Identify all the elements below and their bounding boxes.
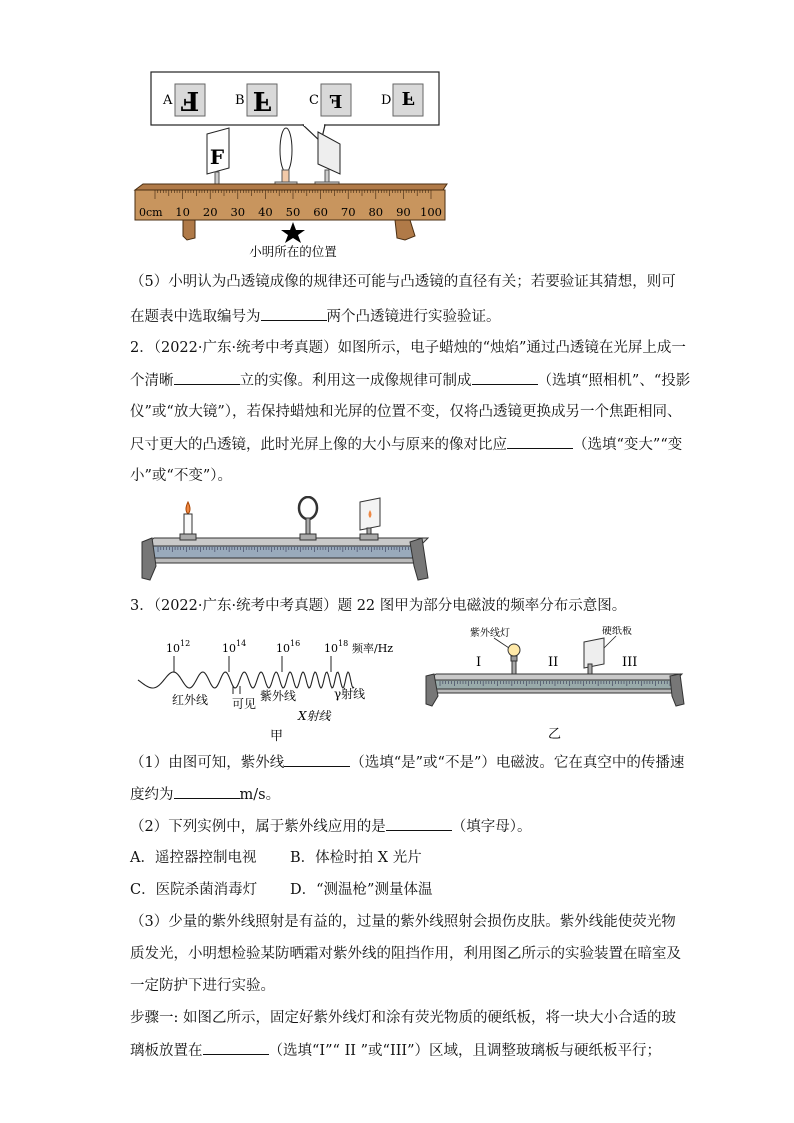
q2-line3: 仪”或“放大镜”），若保持蜡烛和光屏的位置不变，仅将凸透镜更换成另一个焦距相同、 — [130, 404, 682, 420]
freq-label-16: $10^{16}$ — [276, 639, 301, 655]
ruler-tick-label: 30 — [230, 205, 246, 219]
region-2: II — [548, 655, 559, 670]
q3-p2 — [130, 816, 531, 837]
candle-bench-figure — [138, 496, 438, 586]
board-label: 硬纸板 — [602, 626, 632, 637]
option-c[interactable]: C．医院杀菌消毒灯 — [130, 882, 258, 898]
light-screen — [315, 132, 340, 191]
ruler-tick-label: 70 — [340, 205, 356, 219]
option-d-glyph: F — [401, 87, 415, 108]
answer-blank[interactable] — [472, 370, 538, 385]
answer-blank[interactable] — [174, 370, 240, 385]
q2-text-e: （选填“变大”“变 — [573, 437, 683, 453]
option-b-letter: B — [235, 93, 245, 108]
step1-text-a: 璃板放置在 — [130, 1043, 203, 1059]
q3-p1-text-a: （1）由图可知，紫外线 — [130, 755, 285, 771]
q5-line2 — [130, 306, 501, 327]
step1-text-b: （选填“I”“ II ”或“III”）区域，且调整玻璃板与硬纸板平行； — [268, 1043, 662, 1059]
band-gamma: γ射线 — [334, 687, 366, 701]
band-infrared: 红外线 — [172, 693, 209, 707]
q5-line1: （5）小明认为凸透镜成像的规律还可能与凸透镜的直径有关；若要验证其猜想，则可 — [130, 274, 676, 290]
ruler-unit-label: 0cm — [139, 206, 163, 219]
freq-label-14: $10^{14}$ — [222, 639, 247, 655]
freq-axis-label: 频率/Hz — [352, 642, 394, 655]
option-a[interactable]: A．遥控器控制电视 — [130, 850, 257, 866]
uv-bench-figure — [422, 626, 688, 744]
option-a-glyph: F — [180, 85, 200, 115]
q3-p2-text-a: （2）下列实例中，属于紫外线应用的是 — [130, 819, 386, 835]
q2-text-d: 尺寸更大的凸透镜，此时光屏上像的大小与原来的像对比应 — [130, 437, 507, 453]
freq-label-18: $10^{18}$ — [324, 639, 349, 655]
fig-a-caption: 甲 — [270, 729, 284, 744]
fig-b-caption: 乙 — [548, 727, 562, 742]
q3-p1-line2 — [130, 784, 280, 805]
q3-intro: 3．（2022·广东·统考中考真题）题 22 图甲为部分电磁波的频率分布示意图。 — [130, 598, 627, 614]
lens-ring — [299, 497, 317, 540]
band-visible: 可见 — [232, 697, 257, 711]
answer-blank[interactable] — [261, 306, 327, 321]
option-c-letter: C — [309, 93, 319, 108]
q2-text-c: （选填“照相机”、“投影 — [537, 373, 691, 389]
q2-text-b: 立的实像。利用这一成像规律可制成 — [239, 373, 472, 389]
q2-line2 — [130, 370, 690, 391]
answer-blank[interactable] — [507, 434, 573, 449]
freq-label-12: $10^{12}$ — [166, 639, 191, 655]
q3-p1-text-d: m/s。 — [239, 787, 281, 803]
observer-caption: 小明所在的位置 — [249, 244, 337, 259]
answer-blank[interactable] — [284, 752, 350, 767]
candle-icon — [180, 502, 196, 540]
option-b[interactable]: B．体检时拍 X 光片 — [290, 850, 422, 866]
answer-blank[interactable] — [174, 784, 240, 799]
ruler-tick-label: 80 — [368, 205, 384, 219]
option-c-glyph: F — [329, 92, 343, 113]
option-a-letter: A — [163, 93, 173, 108]
ruler-tick-label: 50 — [285, 205, 301, 219]
ruler-tick-label: 100 — [420, 205, 442, 219]
q3-p2-text-b: （填字母）。 — [451, 819, 532, 835]
ruler-tick-label: 20 — [202, 205, 218, 219]
q3-p3-line2: 质发光，小明想检验某防晒霜对紫外线的阻挡作用，利用图乙所示的实验装置在暗室及 — [130, 946, 681, 962]
answer-blank[interactable] — [386, 816, 452, 831]
q2-line1: 2．（2022·广东·统考中考真题）如图所示，电子蜡烛的“烛焰”通过凸透镜在光屏上成一 — [130, 340, 686, 356]
q3-p1-text-c: 度约为 — [130, 787, 174, 803]
step1-line2 — [130, 1040, 661, 1061]
q2-line5: 小”或“不变”）。 — [130, 468, 232, 484]
em-wave — [138, 672, 354, 688]
lamp-label: 紫外线灯 — [470, 628, 510, 639]
cardboard-board — [584, 638, 604, 676]
ruler-tick-label: 40 — [258, 205, 273, 219]
q2-text-a: 个清晰 — [130, 373, 174, 389]
q2-line4 — [130, 434, 682, 455]
object-f-card — [203, 128, 233, 192]
star-icon — [281, 222, 305, 243]
image-screen — [360, 498, 380, 540]
convex-lens — [275, 128, 297, 191]
ruler-tick-label: 60 — [313, 205, 328, 219]
q3-p1-text-b: （选填“是”或“不是”）电磁波。它在真空中的传播速 — [350, 755, 685, 771]
option-d[interactable]: D．“测温枪”测量体温 — [290, 882, 433, 898]
option-d-letter: D — [381, 93, 392, 108]
q3-p1-line1 — [130, 752, 684, 773]
q3-p3-line1: （3）少量的紫外线照射是有益的，过量的紫外线照射会损伤皮肤。紫外线能使荧光物 — [130, 914, 676, 930]
band-xray: X射线 — [298, 709, 331, 723]
svg-text:F: F — [209, 145, 225, 169]
q3-p3-line3: 一定防护下进行实验。 — [130, 978, 275, 994]
answer-blank[interactable] — [203, 1040, 269, 1055]
optical-bench-figure — [125, 70, 455, 260]
region-3: III — [622, 655, 638, 670]
q5-text-b: 两个凸透镜进行实验验证。 — [326, 309, 501, 325]
ruler-tick-label: 90 — [396, 205, 411, 219]
q5-text-a: 在题表中选取编号为 — [130, 309, 261, 325]
uv-lamp-icon — [508, 644, 520, 675]
step1-line1: 步骤一: 如图乙所示，固定好紫外线灯和涂有荧光物质的硬纸板，将一块大小合适的玻 — [130, 1010, 676, 1026]
ruler-tick-label: 10 — [175, 205, 190, 219]
region-1: I — [476, 655, 482, 670]
band-ultraviolet: 紫外线 — [260, 689, 297, 703]
em-spectrum-figure — [134, 628, 414, 746]
option-b-glyph: F — [252, 85, 272, 115]
